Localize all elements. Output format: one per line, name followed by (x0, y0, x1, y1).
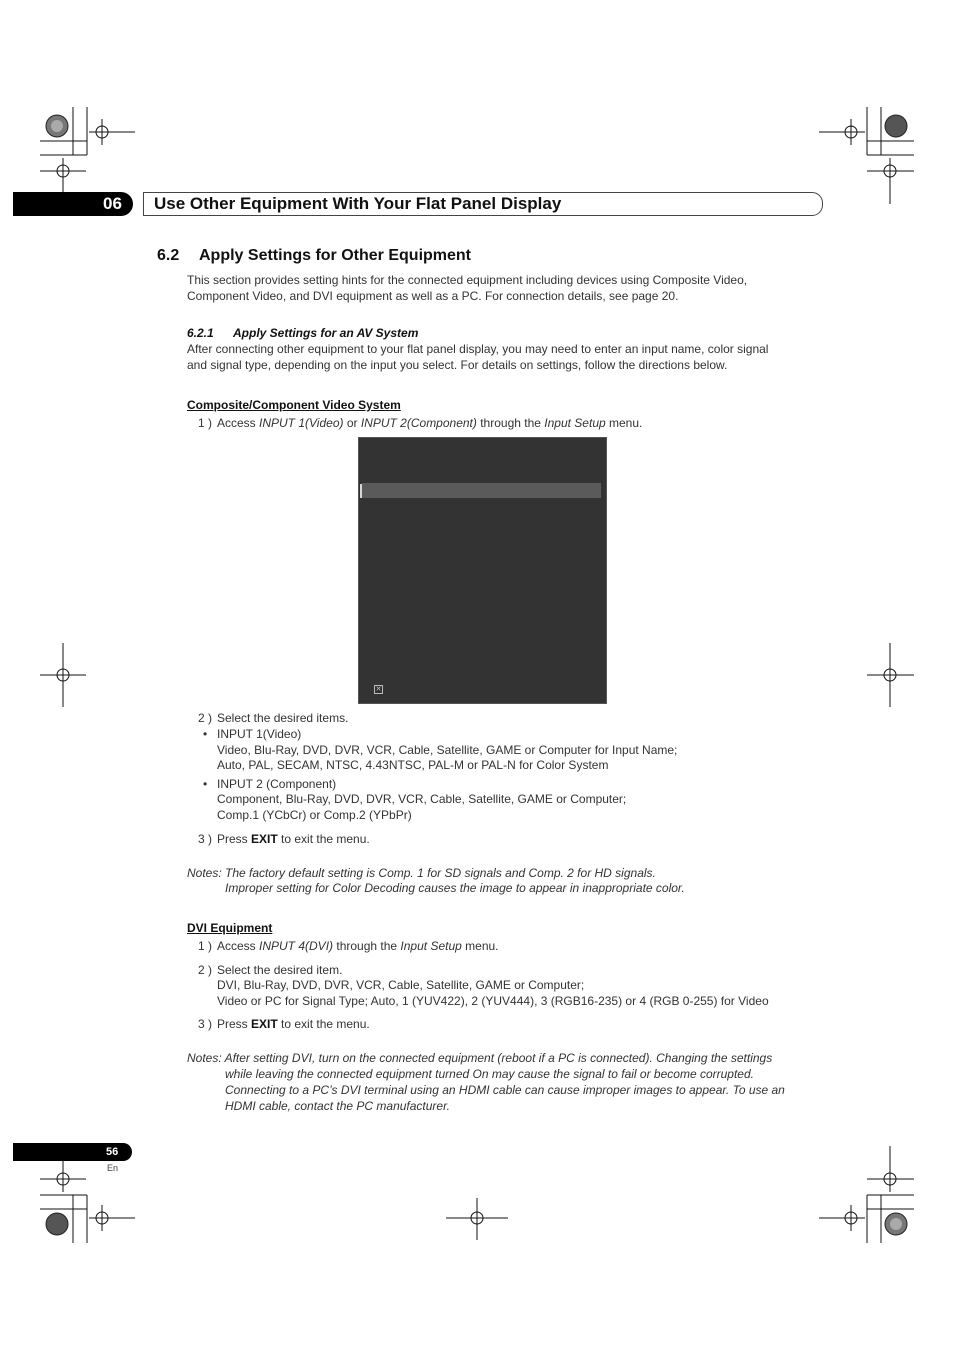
subsection-text (187, 341, 827, 373)
bullet-input-2-line-2: Comp.1 (YCbCr) or Comp.2 (YPbPr) (217, 808, 412, 822)
input-setup-label: Input Setup (544, 416, 606, 430)
section-number: 6.2 (157, 247, 180, 264)
dvi-step-3 (198, 1016, 370, 1032)
step-number: 3 ) (198, 1017, 213, 1031)
step-text: or (343, 416, 361, 430)
section-heading (157, 247, 471, 265)
dvi-step-1 (198, 938, 499, 954)
dvi-note-line-2: while leaving the connected equipment turned On may cause the signal to fail or become corrupted. (225, 1067, 754, 1081)
subsection-heading (187, 326, 418, 340)
menu-highlight-bar (362, 483, 601, 498)
step-text: menu. (461, 939, 499, 953)
step-text: menu. (605, 416, 643, 430)
section-intro-line-2: Component Video, and DVI equipment as well as a PC. For connection details, see page 20. (187, 289, 679, 303)
page-number: 56 (106, 1146, 119, 1158)
input-setup-menu-image (358, 437, 607, 704)
step-text: Access (217, 939, 260, 953)
subsection-text-line-1: After connecting other equipment to your flat panel display, you may need to enter an input name, color signal (187, 342, 769, 356)
bullet-input-2-line-1: Component, Blu-Ray, DVD, DVR, VCR, Cable, Satellite, GAME or Computer; (217, 792, 627, 806)
input-4-label: INPUT 4(DVI) (259, 939, 334, 953)
bullet-input-1-line-1: Video, Blu-Ray, DVD, DVR, VCR, Cable, Satellite, GAME or Computer for Input Name; (217, 743, 678, 757)
bullet-input-2: • INPUT 2 (Component) (203, 776, 336, 792)
composite-note-line-2: Improper setting for Color Decoding causes the image to appear in inappropriate color. (225, 881, 685, 895)
section-title: Apply Settings for Other Equipment (199, 247, 472, 264)
subsection-title: Apply Settings for an AV System (233, 326, 419, 340)
step-number: 1 ) (198, 416, 213, 430)
page-language: En (107, 1163, 119, 1173)
dvi-heading: DVI Equipment (187, 921, 273, 935)
close-icon: ✕ (375, 686, 382, 693)
step-number: 2 ) (198, 963, 213, 977)
input-2-label: INPUT 2(Component) (360, 416, 477, 430)
input-setup-label: Input Setup (400, 939, 462, 953)
subsection-number: 6.2.1 (187, 326, 214, 340)
step-number: 3 ) (198, 832, 213, 846)
dvi-note-line-3: Connecting to a PC’s DVI terminal using an HDMI cable can cause improper images to appear. To use an (225, 1083, 785, 1097)
step-text: Select the desired items. (217, 711, 349, 725)
step-text: to exit the menu. (277, 1017, 370, 1031)
step-text: to exit the menu. (277, 832, 370, 846)
exit-key-label: EXIT (251, 1017, 278, 1031)
dvi-step-2 (198, 962, 342, 978)
dvi-note-line-1: Notes: After setting DVI, turn on the connected equipment (reboot if a PC is connected). Changing the settings (187, 1051, 773, 1065)
section-intro-line-1: This section provides setting hints for the connected equipment including devices using Composite Video, (187, 273, 748, 287)
step-text: through the (476, 416, 545, 430)
step-number: 2 ) (198, 711, 213, 725)
composite-heading: Composite/Component Video System (187, 398, 401, 412)
dvi-step-2-line-1: DVI, Blu-Ray, DVD, DVR, VCR, Cable, Satellite, GAME or Computer; (217, 978, 585, 992)
step-text: Press (217, 1017, 252, 1031)
chapter-number: 06 (103, 194, 122, 213)
exit-key-label: EXIT (251, 832, 278, 846)
step-text: through the (333, 939, 401, 953)
step-number: 1 ) (198, 939, 213, 953)
step-text: Press (217, 832, 252, 846)
subsection-text-line-2: and signal type, depending on the input you select. For details on settings, follow the directions below. (187, 358, 728, 372)
bullet-input-1-line-2: Auto, PAL, SECAM, NTSC, 4.43NTSC, PAL-M or PAL-N for Color System (217, 758, 609, 772)
section-intro (187, 272, 827, 304)
dvi-note-line-4: HDMI cable, contact the PC manufacturer. (225, 1099, 450, 1113)
composite-note-line-1: Notes: The factory default setting is Comp. 1 for SD signals and Comp. 2 for HD signals. (187, 866, 656, 880)
input-1-label: INPUT 1(Video) (259, 416, 344, 430)
dvi-step-2-line-2: Video or PC for Signal Type; Auto, 1 (YUV422), 2 (YUV444), 3 (RGB16-235) or 4 (RGB 0-255) for Video (217, 994, 769, 1008)
composite-step-1 (198, 415, 642, 431)
composite-step-2 (198, 710, 348, 726)
menu-cursor (360, 484, 362, 498)
chapter-title: Use Other Equipment With Your Flat Panel Display (154, 194, 562, 213)
composite-step-3 (198, 831, 370, 847)
step-text: Access (217, 416, 260, 430)
bullet-input-1: • INPUT 1(Video) (203, 726, 301, 742)
step-text: Select the desired item. (217, 963, 343, 977)
